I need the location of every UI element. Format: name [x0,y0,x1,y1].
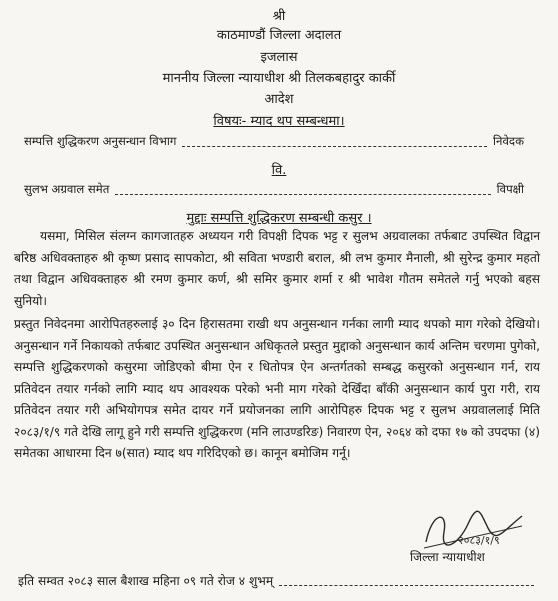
case-title: मुद्दाः सम्पत्ति शुद्धिकरण सम्बन्धी कसुर । [186,211,372,226]
court-name: काठमाण्डौं जिल्ला अदालत [216,28,342,43]
order-heading: आदेश [264,92,294,107]
invocation: श्री [272,9,286,24]
subject-text: विषयः- म्याद थप सम्बन्धमा। [213,114,345,129]
dotted-leader [182,136,487,147]
petitioner-row [14,134,544,149]
case-title-line [14,208,544,226]
respondent-row [14,182,544,197]
signature-handwriting: २०८३/१/९ [458,534,500,547]
signatory-title: जिल्ला न्यायाधीश [410,550,485,564]
petitioner-role: निवेदक [493,134,524,148]
bench-label: इजलास [260,50,298,65]
dotted-leader [279,575,534,586]
versus-label: वि. [271,163,287,178]
paragraph-order: प्रस्तुत निवेदनमा आरोपितहरुलाई ३० दिन हिरासतमा राखी थप अनुसन्धान गर्नका लागी म्याद थपको माग गरेको देखियो। अनुसन्धान गर्ने निकायको तर्फबाट उपस्थित अनुसन्धान अधिकृतले प्रस्तुत मुद्दाको अनुसन्धान कार्य अन्तिम चरणमा पुगेको, सम्पत्ति शुद्धिकरणको कसुरमा जोडिएको बीमा ऐन र धितोपत्र ऐन अन्तर्गतको सम्बद्ध कसुरको अनुसन्धान गर्न, राय प्रतिवेदन तयार गर्नको लागि म्याद थप आवश्यक परेको भनी माग गरेको देखिँदा बाँकी अनुसन्धान कार्य पुरा गरी, राय प्रतिवेदन तयार गरी अभियोगपत्र समेत दायर गर्ने प्रयोजनका लागि आरोपिहरु दिपक भट्ट र सुलभ अग्रवाललाई मिति २०८३/१/९ गते देखि लागू हुने गरी सम्पत्ति शुद्धिकरण (मनि लाउण्डरिङ) निवारण ऐन, २०६४ को दफा १७ को उपदफा (४) समेतका आधारमा दिन ७(सात) म्याद थप गरिदिएको छ। कानून बमोजिम गर्नू। [14,317,540,460]
petitioner-name: सम्पत्ति शुद्धिकरण अनुसन्धान विभाग [24,134,177,148]
respondent-role: विपक्षी [496,182,524,196]
respondent-name: सुलभ अग्रवाल समेत [24,182,110,196]
subject-line [14,111,544,129]
versus-line [14,160,544,178]
paragraph-hearing: यसमा, मिसिल संलग्न कागजातहरु अध्ययन गरी विपक्षी दिपक भट्ट र सुलभ अग्रवालका तर्फबाट उपस्थित विद्वान बरिष्ठ अधिवक्ताहरु श्री कृष्ण प्रसाद सापकोटा, श्री सविता भण्डारी बराल, श्री लभ कुमार मैनाली, श्री सुरेन्द्र कुमार महतो तथा विद्वान अधिवक्ताहरु श्री रमण कुमार कर्ण, श्री समिर कुमार शर्मा र श्री भावेश गौतम समेतले गर्नु भएको बहस सुनियो। [14,229,540,308]
footer-text: इति सम्वत २०८३ साल बैशाख महिना ०९ गते रोज ४ शुभम् [18,574,274,588]
judge-name: माननीय जिल्ला न्यायाधीश श्री तिलकबहादुर कार्की [162,71,396,86]
footer-line [18,572,540,589]
dotted-leader [115,184,490,195]
